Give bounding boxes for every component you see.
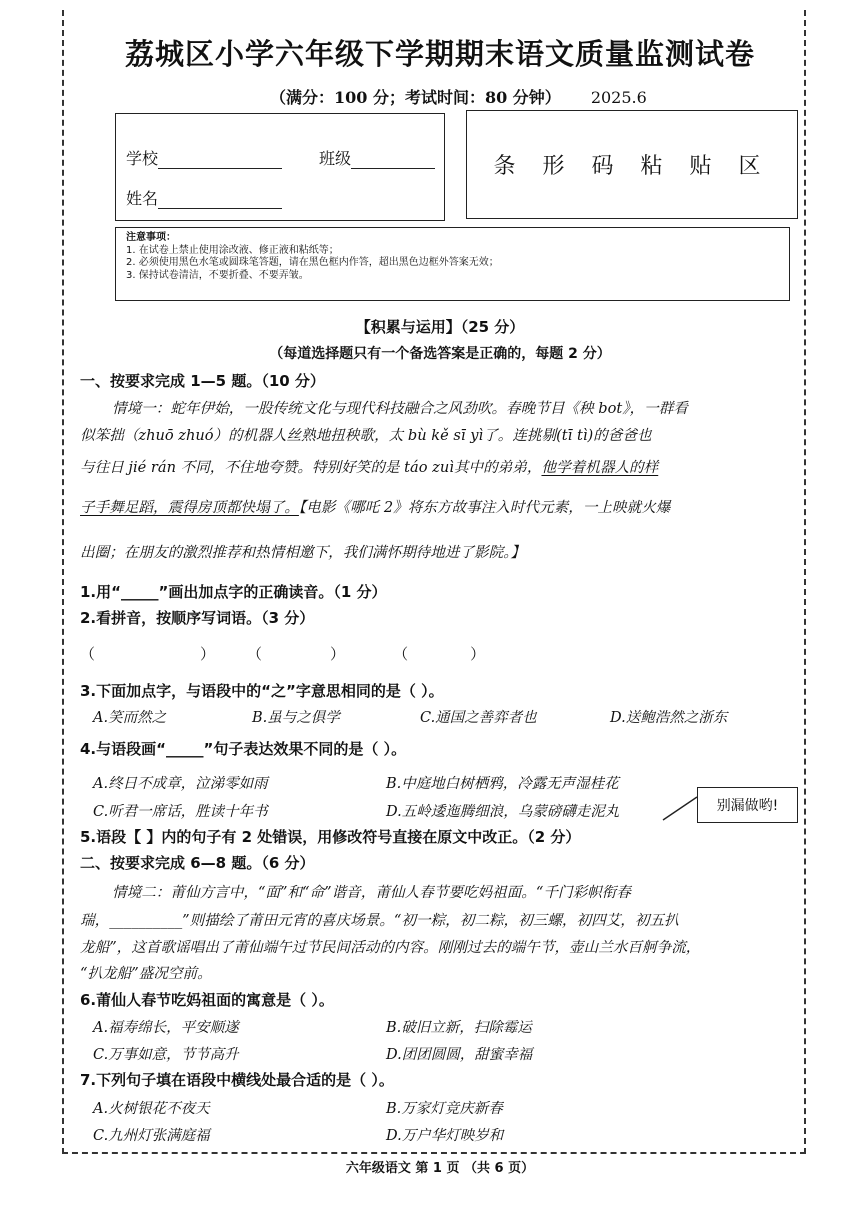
- blank-close: ）: [200, 645, 216, 663]
- option[interactable]: A.火树银花不夜天: [93, 1101, 210, 1117]
- option[interactable]: B.破旧立新，扫除霉运: [386, 1020, 532, 1036]
- option[interactable]: C.通国之善弈者也: [420, 710, 537, 726]
- option[interactable]: C.九州灯张满庭福: [93, 1128, 210, 1144]
- class-label: 班级: [319, 149, 352, 168]
- notice-item: 1. 在试卷上禁止使用涂改液、修正液和粘纸等；: [126, 244, 339, 256]
- notice-box: [115, 227, 790, 301]
- question-7: 7.下列句子填在语段中横线处最合适的是（ ）。: [80, 1071, 394, 1089]
- question-3: 3.下面加点字，与语段中的“之”字意思相同的是（ ）。: [80, 682, 444, 700]
- underlined-sentence: 他学着机器人的样: [541, 459, 659, 476]
- exam-subtitle: [270, 85, 647, 108]
- class-blank[interactable]: [351, 150, 435, 169]
- section-header: 【积累与运用】（25 分）: [355, 318, 525, 336]
- exam-title: 荔城区小学六年级下学期期末语文质量监测试卷: [124, 37, 755, 71]
- option[interactable]: D.万户华灯映岁和: [386, 1128, 504, 1144]
- exam-date: 2025.6: [590, 88, 647, 107]
- reminder-callout: 别漏做哟!: [697, 787, 798, 823]
- passage-line: [80, 496, 670, 517]
- section-note: （每道选择题只有一个备选答案是正确的，每题 2 分）: [269, 346, 611, 362]
- class-field[interactable]: [319, 146, 435, 169]
- school-blank[interactable]: [158, 150, 282, 169]
- option[interactable]: A.福寿绵长，平安顺遂: [93, 1020, 239, 1036]
- exam-score-time: （满分：100 分；考试时间：80 分钟）: [270, 88, 561, 107]
- school-field[interactable]: [126, 146, 282, 169]
- notice-title: 注意事项：: [126, 232, 176, 243]
- name-blank[interactable]: [158, 190, 282, 209]
- school-label: 学校: [126, 149, 159, 168]
- callout-pointer: [660, 795, 700, 823]
- question-4: 4.与语段画“_____”句子表达效果不同的是（ ）。: [80, 740, 407, 758]
- passage-line: [80, 456, 658, 477]
- blank-close: ）: [470, 645, 486, 663]
- passage-text: 与往日 jié rán 不同，不住地夸赞。特别好笑的是 táo zuì其中的弟弟，: [80, 459, 542, 476]
- passage-line: “扒龙船”盛况空前。: [80, 965, 212, 982]
- option[interactable]: C.万事如意，节节高升: [93, 1047, 239, 1063]
- blank-open: （: [393, 645, 409, 663]
- blank-open: （: [247, 645, 263, 663]
- barcode-area: 条 形 码 粘 贴 区: [466, 110, 798, 219]
- pinyin-answer-blanks[interactable]: [80, 643, 485, 664]
- bracketed-passage: 【电影《哪吒 2》将东方故事注入时代元素，一上映就火爆: [298, 499, 671, 516]
- question-2: 2.看拼音，按顺序写词语。（3 分）: [80, 609, 315, 627]
- blank-close: ）: [330, 645, 346, 663]
- option[interactable]: D.团团圆圆，甜蜜幸福: [386, 1047, 533, 1063]
- underlined-sentence: 子手舞足蹈，震得房顶都快塌了。: [80, 499, 299, 516]
- option[interactable]: B.虽与之俱学: [252, 710, 340, 726]
- passage-line: 出圈；在朋友的激烈推荐和热情相邀下，我们满怀期待地进了影院。】: [80, 544, 526, 561]
- question-6: 6.莆仙人春节吃妈祖面的寓意是（ ）。: [80, 991, 334, 1009]
- name-field[interactable]: [126, 186, 282, 209]
- option[interactable]: A.笑而然之: [93, 710, 167, 726]
- option[interactable]: D.五岭逶迤腾细浪，乌蒙磅礴走泥丸: [386, 804, 620, 820]
- question-5: 5.语段【 】内的句子有 2 处错误，用修改符号直接在原文中改正。（2 分）: [80, 828, 581, 846]
- option[interactable]: B.万家灯竞庆新春: [386, 1101, 503, 1117]
- passage-line: 情境一：蛇年伊始，一股传统文化与现代科技融合之风劲吹。春晚节目《秧 bot》，一群看: [112, 400, 688, 417]
- student-info-box: [115, 113, 445, 221]
- blank-open: （: [80, 645, 96, 663]
- passage-line: 龙船”，这首歌谣唱出了莆仙端午过节民间活动的内容。刚刚过去的端午节，壶山兰水百舸争流，: [80, 939, 701, 956]
- page-footer: 六年级语文 第 1 页 （共 6 页）: [345, 1161, 535, 1176]
- question-1: 1.用“_____”画出加点字的正确读音。（1 分）: [80, 583, 387, 601]
- option[interactable]: D.送鲍浩然之浙东: [610, 710, 728, 726]
- notice-item: 2. 必须使用黑色水笔或圆珠笔答题，请在黑色框内作答，超出黑色边框外答案无效；: [126, 257, 499, 268]
- name-label: 姓名: [126, 189, 159, 208]
- option[interactable]: B.中庭地白树栖鸦，冷露无声湿桂花: [386, 776, 619, 792]
- part-two-title: 二、按要求完成 6—8 题。（6 分）: [80, 854, 315, 872]
- option[interactable]: C.听君一席话，胜读十年书: [93, 804, 268, 820]
- passage-line: 情境二：莆仙方言中，“面”和“命”谐音，莆仙人春节要吃妈祖面。“千门彩帜衔春: [112, 884, 631, 901]
- passage-line: 似笨拙（zhuō zhuó）的机器人丝熟地扭秧歌，太 bù kě sī yì了。连挑剔(tī tì)的爸爸也: [80, 427, 652, 444]
- option[interactable]: A.终日不成章，泣涕零如雨: [93, 776, 268, 792]
- part-one-title: 一、按要求完成 1—5 题。（10 分）: [80, 372, 325, 390]
- passage-line: 瑞，__________”则描绘了莆田元宵的喜庆场景。“初一粽，初二粽，初三螺，初四艾，初五扒: [80, 912, 679, 929]
- notice-item: 3. 保持试卷清洁，不要折叠、不要弄皱。: [126, 269, 309, 281]
